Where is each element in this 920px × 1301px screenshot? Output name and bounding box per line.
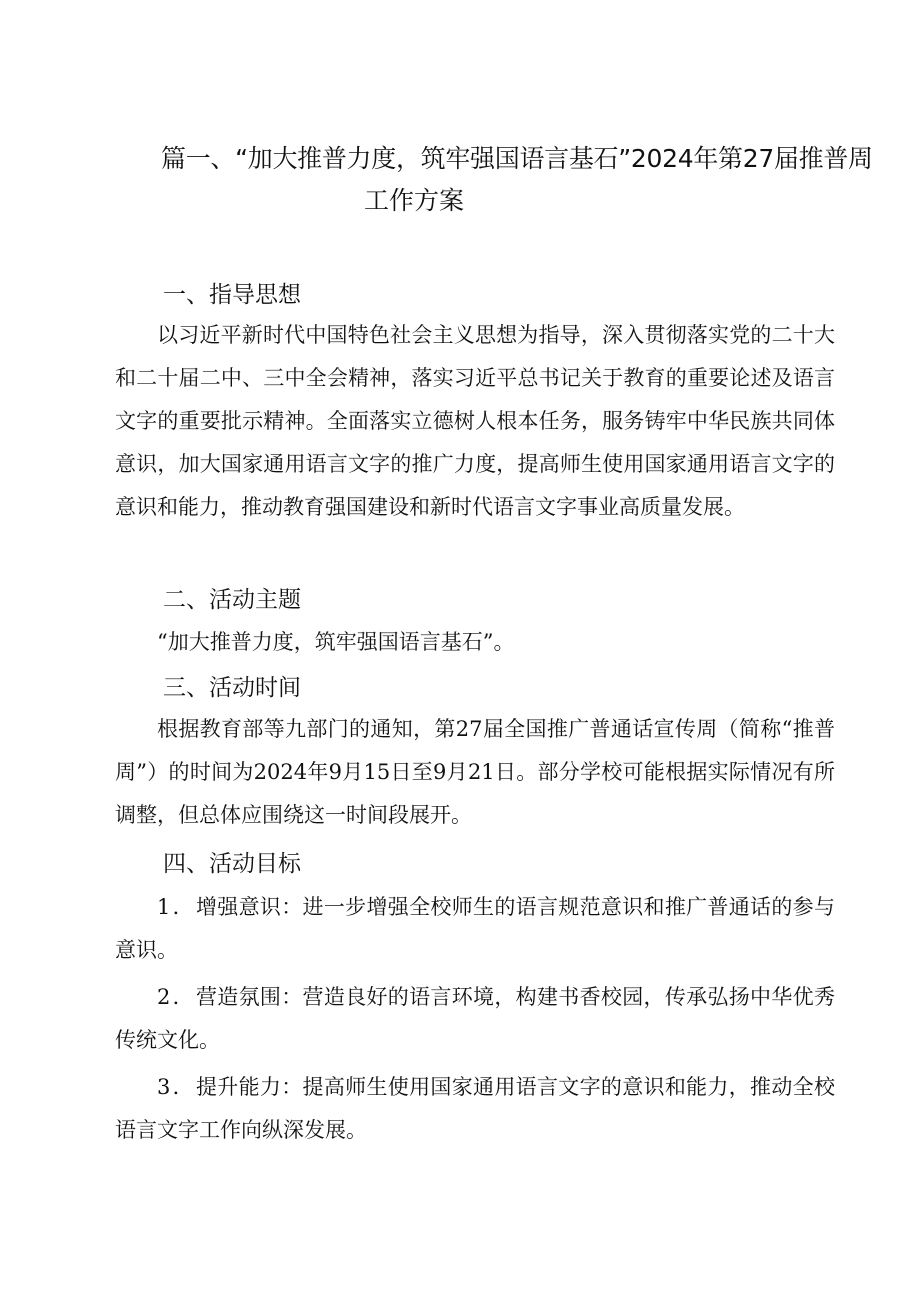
goal-text: 提升能力：提高师生使用国家通用语言文字的意识和能力，推动全校语言文字工作向纵深发展。 <box>115 1075 835 1142</box>
section-body-guiding-ideology: 以习近平新时代中国特色社会主义思想为指导，深入贯彻落实党的二十大和二十届二中、三中全会精神，落实习近平总书记关于教育的重要论述及语言文字的重要批示精神。全面落实立德树人根本任务，服务铸牢中华民族共同体意识，加大国家通用语言文字的推广力度，提高师生使用国家通用语言文字的意识和能力，推动教育强国建设和新时代语言文字事业高质量发展。 <box>115 323 835 519</box>
goal-number: 2． <box>157 985 196 1009</box>
goal-list-item-2 <box>115 976 835 1062</box>
document-title-line1: 篇一、“加大推普力度，筑牢强国语言基石”2024年第27届推普周 <box>161 144 873 173</box>
goal-text: 增强意识：进一步增强全校师生的语言规范意识和推广普通话的参与意识。 <box>115 895 835 962</box>
goal-number: 1． <box>157 895 196 919</box>
document-title-line2: 工作方案 <box>364 186 465 215</box>
goal-list-item-1 <box>115 886 835 972</box>
section-heading-guiding-ideology: 一、指导思想 <box>163 282 301 308</box>
section-heading-activity-time: 三、活动时间 <box>163 675 301 701</box>
section-heading-activity-goals: 四、活动目标 <box>163 851 301 877</box>
goal-number: 3． <box>157 1075 196 1099</box>
section-body-activity-theme: “加大推普力度，筑牢强国语言基石”。 <box>157 630 515 654</box>
goal-list-item-3 <box>115 1066 835 1152</box>
section-body-activity-time: 根据教育部等九部门的通知，第27届全国推广普通话宣传周（简称“推普周”）的时间为2024年9月15日至9月21日。部分学校可能根据实际情况有所调整，但总体应围绕这一时间段展开。 <box>115 717 835 827</box>
goal-text: 营造氛围：营造良好的语言环境，构建书香校园，传承弘扬中华优秀传统文化。 <box>115 985 835 1052</box>
section-heading-activity-theme: 二、活动主题 <box>163 587 301 613</box>
